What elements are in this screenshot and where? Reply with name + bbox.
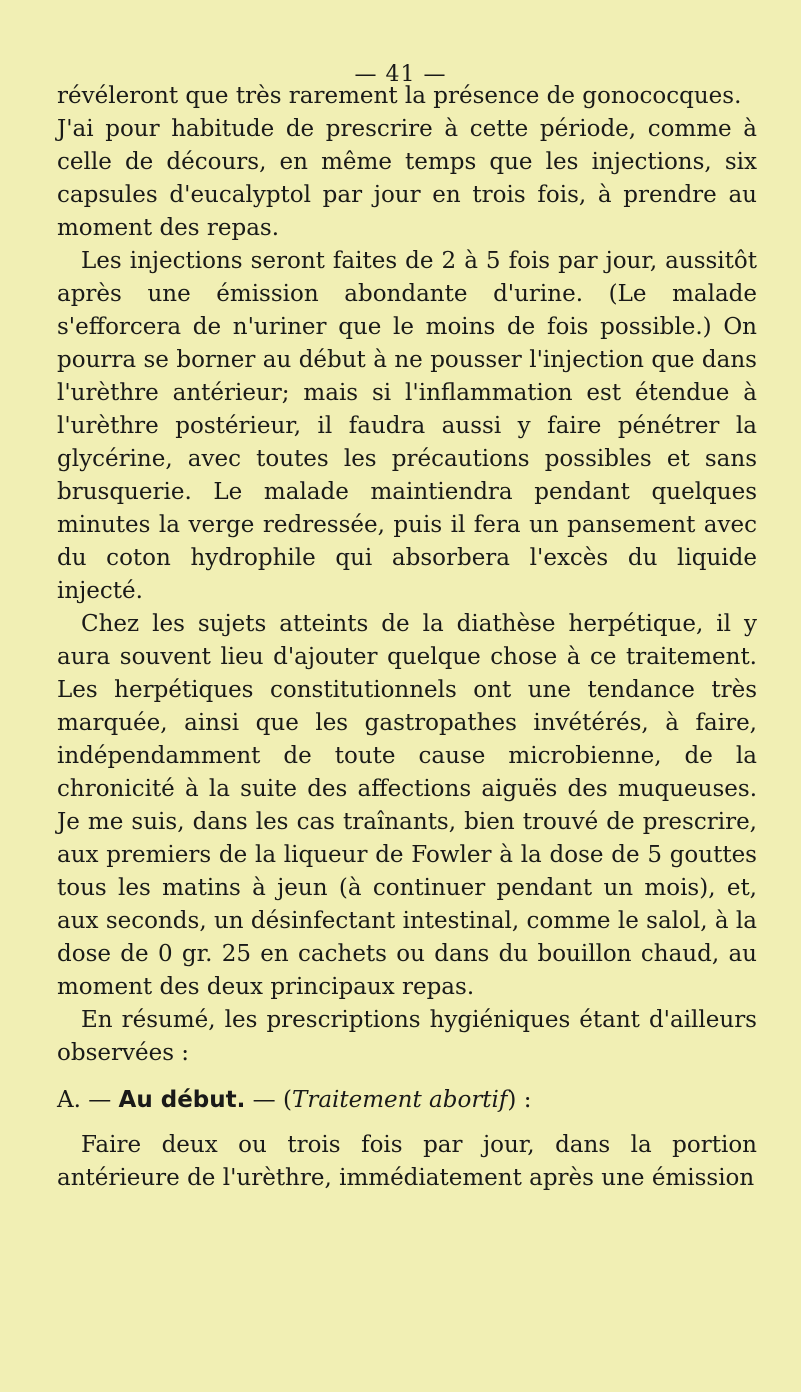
paragraph-eucalyptol: J'ai pour habitude de prescrire à cette période, comme à celle de décours, en même temps que les injections, six capsules d'eucalyptol par jour en trois fois, à prendre au moment des repas.	[57, 116, 757, 241]
paragraph-summary: En résumé, les prescriptions hygiéniques étant d'ailleurs observées :	[57, 1007, 757, 1066]
paragraph-final: Faire deux ou trois fois par jour, dans la portion antérieure de l'urèthre, immédiatement après une émission	[57, 1132, 757, 1191]
paragraph-herpetic: Chez les sujets atteints de la diathèse herpétique, il y aura souvent lieu d'ajouter quelque chose à ce traitement. Les herpétiques constitutionnels ont une tendance très marquée, ainsi que les gastropathes invétérés, à faire, indépendamment de toute cause microbienne, de la chronicité à la suite des affections aiguës des muqueuses. Je me suis, dans les cas traînants, bien trouvé de prescrire, aux premiers de la liqueur de Fowler à la dose de 5 gouttes tous les matins à jeun (à continuer pendant un mois), et, aux seconds, un désinfectant intestinal, comme le salol, à la dose de 0 gr. 25 en cachets ou dans du bouillon chaud, au moment des deux principaux repas.	[57, 611, 757, 1000]
section-subtitle: Traitement abortif	[291, 1087, 508, 1113]
page-number: — 41 —	[354, 62, 447, 87]
paragraph-continuation: révéleront que très rarement la présence de gonococques.	[57, 83, 742, 109]
paragraph-injections: Les injections seront faites de 2 à 5 fois par jour, aussitôt après une émission abondante d'urine. (Le malade s'efforcera de n'uriner que le moins de fois possible.) On pourra se borner au début à ne pousser l'injection que dans l'urèthre antérieur; mais si l'inflammation est étendue à l'urèthre postérieur, il faudra aussi y faire pénétrer la glycérine, avec toutes les précautions possibles et sans brusquerie. Le malade maintiendra pendant quelques minutes la verge redressée, puis il fera un pansement avec du coton hydrophile qui absorbera l'excès du liquide injecté.	[57, 248, 757, 604]
section-heading	[57, 1084, 757, 1117]
section-separator: — (	[245, 1087, 292, 1113]
body-text	[57, 80, 757, 1195]
section-title: Au début.	[118, 1087, 246, 1113]
section-prefix: A. —	[57, 1087, 119, 1113]
section-suffix: ) :	[507, 1087, 532, 1113]
